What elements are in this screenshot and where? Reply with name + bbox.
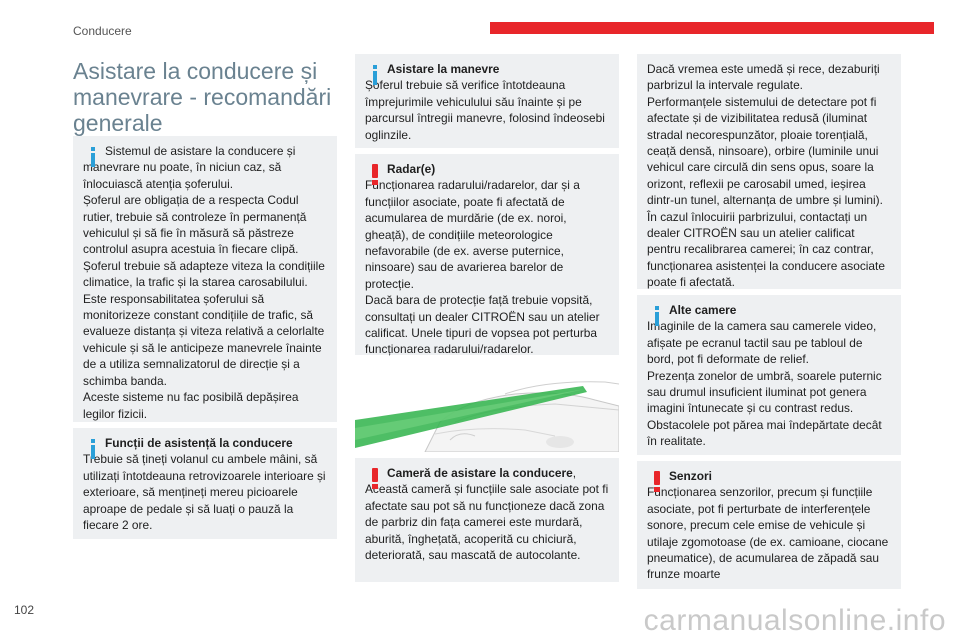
note-text: Șoferul trebuie să verifice întotdeauna împrejurimile vehiculului său înainte și pe parcursul întregii manevre, folosind îndeosebi oglinzile.: [365, 78, 605, 142]
warning-text: Funcționarea senzorilor, precum și funcțiile asociate, pot fi perturbate de interferențele sonore, precum cele emise de vehicule și utilaje zgomotoase (de ex. camioane, ciocane pneumatice), de acumularea de zăpadă sau frunze moarte: [647, 485, 889, 582]
note-lead: Sistemul de asistare la conducere și: [105, 144, 296, 158]
watermark: carmanualsonline.info: [643, 604, 946, 637]
note-camera-continued: [637, 54, 901, 289]
note-other-cameras: [637, 295, 901, 455]
page-title: Asistare la conducere și manevrare - recomandări generale: [73, 58, 332, 136]
note-driving-assist-functions: [73, 428, 337, 539]
warning-text: Această cameră și funcțiile sale asociate pot fi afectate sau pot să nu funcționeze dacă zona de parbriz din fața camerei este murdară, aburită, înghețată, acoperită cu chiciură, deteriorată, sau mascată de autocolante.: [365, 482, 609, 563]
note-heading: Alte camere: [669, 303, 737, 317]
heading-suffix: ,: [572, 466, 577, 480]
note-driving-assist-general: [73, 136, 337, 422]
warning-sensors: [637, 461, 901, 589]
warning-heading: Cameră de asistare la conducere: [387, 466, 573, 480]
warning-text: Funcționarea radarului/radarelor, dar și a funcțiilor asociate, poate fi afectată de acumularea de murdărie (de ex. noroi, gheață), de condițiile meteorologice nefavorabile (de ex. averse puternice, ninsoare) sau de avarierea barelor de protecție. Dacă bara de protecție față trebuie vopsită, consultați un dealer CITROËN sau un atelier calificat. Unele tipuri de vopsea pot perturba funcționarea radarului/radarelor.: [365, 178, 600, 357]
warning-heading: Senzori: [669, 469, 712, 483]
note-text: manevrare nu poate, în niciun caz, să înlocuiască atenția șoferului. Șoferul are obligația de a respecta Codul rutier, trebuie să controleze în permanență vehiculul și să fie în măsură să păstreze controlul asupra acestuia în fiecare clipă. Șoferul trebuie să adapteze viteza la condițiile climatice, la trafic și la starea carosabilului. Este responsabilitatea șoferului să monitorizeze constant condițiile de trafic, să evalueze distanța și viteza relativă a celorlalte vehicule și să le anticipeze manevrele înainte de a utiliza semnalizatorul de direcție și a schimba banda. Aceste sisteme nu fac posibilă depășirea legilor fizicii.: [83, 160, 325, 421]
note-text: Trebuie să țineți volanul cu ambele mâini, să utilizați întotdeauna retrovizoarele interioare și exterioare, să mențineți mereu picioarele aproape de pedale și să luați o pauză la fiecare 2 ore.: [83, 452, 326, 533]
note-heading: Asistare la manevre: [387, 62, 500, 76]
header-section-title: Conducere: [73, 24, 132, 38]
header-accent-bar: [490, 22, 934, 34]
note-text: Imaginile de la camera sau camerele video, afișate pe ecranul tactil sau pe tabloul de bord, pot fi deformate de relief. Prezența zonelor de umbră, soarele puternic sau drumul insuficient iluminat pot genera imagini întunecate și cu contrast redus. Obstacolele pot părea mai îndepărtate decât în realitate.: [647, 319, 882, 449]
warning-driving-camera: [355, 458, 619, 582]
warning-heading: Radar(e): [387, 162, 436, 176]
page-number: 102: [14, 603, 35, 617]
windshield-camera-illustration: [355, 370, 619, 452]
note-heading: Funcții de asistență la conducere: [105, 436, 293, 450]
note-text: Dacă vremea este umedă și rece, dezaburiți parbrizul la intervale regulate. Performanțele sistemului de detectare pot fi afectate și de vizibilitatea redusă (iluminat stradal necorespunzător, ploaie torențială, ceață densă, ninsoare), orbire (luminile unui vehicul care circulă din sens opus, soare la orizont, reflexii pe carosabil umed, ieșirea dintr-un tunel, alternanța de umbre și lumini). În cazul înlocuirii parbrizului, contactați un dealer CITROËN sau un atelier calificat pentru recalibrarea camerei; în caz contrar, funcționarea asistenței la conducere asociate poate fi afectată.: [647, 62, 885, 290]
note-maneuver-assist: [355, 54, 619, 148]
car-camera-beam-image: [355, 370, 619, 452]
warning-radar: [355, 154, 619, 355]
